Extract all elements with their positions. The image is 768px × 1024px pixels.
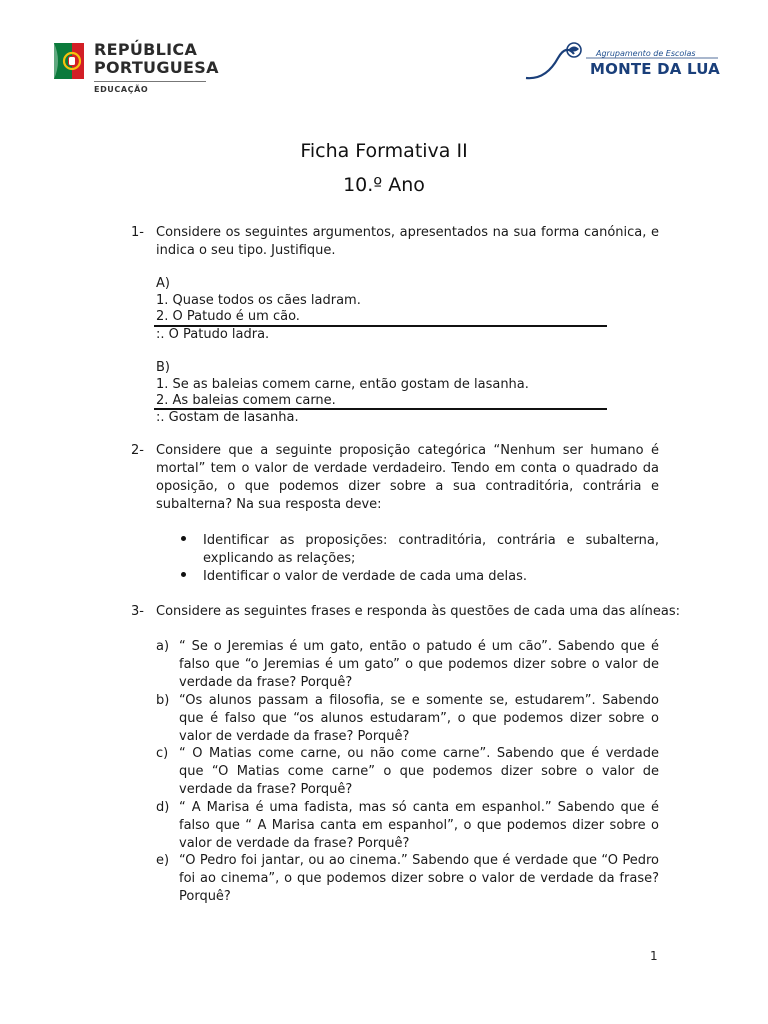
page-number: 1 [650,949,658,963]
question-3-text: Considere as seguintes frases e responda às questões de cada uma das alíneas: [156,604,681,619]
logo-school-name: MONTE DA LUA [590,60,720,78]
item-c-text: “ O Matias come carne, ou não come carne”. Sabendo que é verdade que “O Matias come carne” o que podemos dizer sobre o valor de verdade da frase? Porquê? [179,746,659,797]
argument-b-conclusion: :. Gostam de lasanha. [156,410,299,425]
portugal-flag-icon [52,41,86,81]
question-1-text: Considere os seguintes argumentos, apresentados na sua forma canónica, e indica o seu tipo. Justifique. [156,225,659,258]
argument-a-label: A) [156,276,170,291]
item-e-label: e) [156,853,170,868]
question-3-number: 3- [131,604,144,619]
question-2-bullet-1: Identificar as proposições: contraditória, contrária e subalterna, explicando as relações; [203,533,659,566]
question-1-number: 1- [131,225,144,240]
argument-a-premise-2: 2. O Patudo é um cão. [156,309,300,324]
item-d-text: “ A Marisa é uma fadista, mas só canta em espanhol.” Sabendo que é falso que “ A Marisa canta em espanhol”, o que podemos dizer sobre o valor de verdade da frase? Porquê? [179,800,659,851]
logo-divider [94,81,206,82]
argument-b-premise-2: 2. As baleias comem carne. [156,393,336,408]
argument-a-premise-1: 1. Quase todos os cães ladram. [156,293,361,308]
item-e-text: “O Pedro foi jantar, ou ao cinema.” Sabendo que é verdade que “O Pedro foi ao cinema”, o que podemos dizer sobre o valor de verdade da frase? Porquê? [179,853,659,904]
item-a-label: a) [156,639,170,654]
question-2-text: Considere que a seguinte proposição categórica “Nenhum ser humano é mortal” tem o valor de verdade verdadeiro. Tendo em conta o quadrado da oposição, o que podemos dizer sobre a sua contraditória, contrária e subalterna? Na sua resposta deve: [156,443,659,512]
question-2-number: 2- [131,443,144,458]
logo-line-2: PORTUGUESA [94,58,219,77]
page-title: Ficha Formativa II [300,140,468,162]
republica-portuguesa-logo [52,40,222,100]
page-subtitle: 10.º Ano [343,174,425,196]
logo-line-1: REPÚBLICA [94,40,198,59]
monte-da-lua-logo [524,40,720,84]
item-c-label: c) [156,746,169,761]
question-2-bullet-2: Identificar o valor de verdade de cada uma delas. [203,569,527,584]
item-d-label: d) [156,800,170,815]
bullet-icon [181,536,186,541]
argument-b-premise-1: 1. Se as baleias comem carne, então gostam de lasanha. [156,377,529,392]
item-a-text: “ Se o Jeremias é um gato, então o patudo é um cão”. Sabendo que é falso que “o Jeremias é um gato” o que podemos dizer sobre o valor de verdade da frase? Porquê? [179,639,659,690]
logo-ministry: EDUCAÇÃO [94,85,149,94]
argument-a-conclusion: :. O Patudo ladra. [156,327,270,342]
bullet-icon [181,572,186,577]
item-b-text: “Os alunos passam a filosofia, se e somente se, estudarem”. Sabendo que é falso que “os alunos estudaram”, o que podemos dizer sobre o valor de verdade da frase? Porquê? [179,693,659,744]
argument-b-label: B) [156,360,170,375]
logo-school-group: Agrupamento de Escolas [596,49,696,58]
item-b-label: b) [156,693,170,708]
